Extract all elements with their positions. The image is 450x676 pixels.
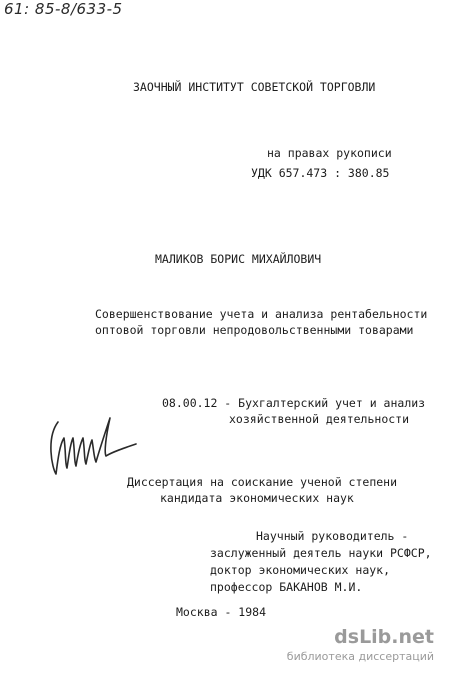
- degree-line-1: Диссертация на соискание ученой степени: [127, 475, 398, 489]
- supervisor-line-3: доктор экономических наук,: [210, 563, 391, 577]
- watermark-subtitle: библиотека диссертаций: [286, 650, 434, 663]
- watermark: [254, 626, 434, 664]
- watermark-logo: dsLib.net: [334, 626, 434, 648]
- author-name: МАЛИКОВ БОРИС МИХАЙЛОВИЧ: [155, 252, 322, 266]
- degree-line-2: кандидата экономических наук: [160, 491, 354, 505]
- specialty-line-2: хозяйственной деятельности: [229, 412, 410, 426]
- supervisor-line-4: профессор БАКАНОВ М.И.: [210, 580, 363, 594]
- rights-note: на правах рукописи: [267, 146, 392, 160]
- specialty-line-1: 08.00.12 - Бухгалтерский учет и анализ: [162, 396, 426, 410]
- supervisor-line-1: Научный руководитель -: [256, 529, 409, 543]
- thesis-title-line-1: Совершенствование учета и анализа рентабельности: [95, 307, 428, 321]
- udk-code: УДК 657.473 : 380.85: [251, 166, 390, 180]
- city-year: Москва - 1984: [176, 605, 267, 619]
- thesis-title-line-2: оптовой торговли непродовольственными товарами: [95, 323, 414, 337]
- institute-name: ЗАОЧНЫЙ ИНСТИТУТ СОВЕТСКОЙ ТОРГОВЛИ: [133, 80, 376, 94]
- archive-number: 61: 85-8/633-5: [4, 0, 123, 18]
- handwritten-signature: [40, 408, 140, 478]
- supervisor-line-2: заслуженный деятель науки РСФСР,: [210, 546, 432, 560]
